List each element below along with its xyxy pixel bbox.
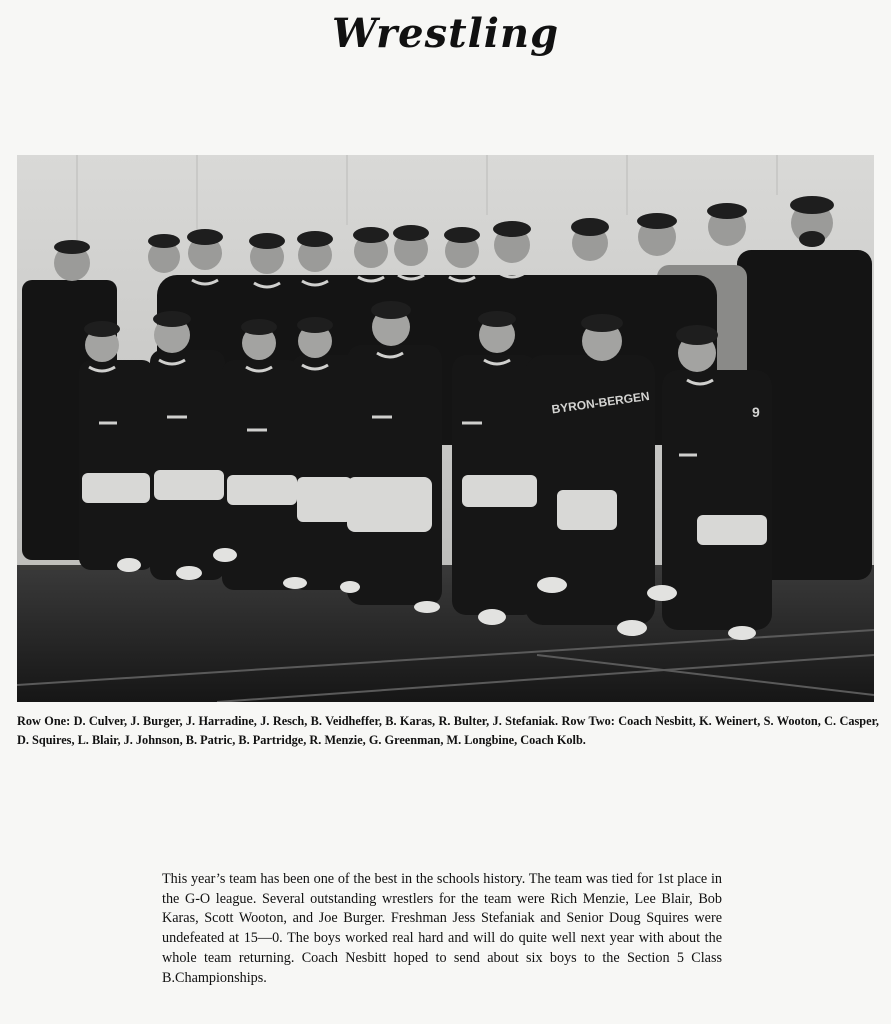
photo-caption: Row One: D. Culver, J. Burger, J. Harradine, J. Resch, B. Veidheffer, B. Karas, R. Bulter, J. Stefaniak. Row Two: Coach Nesbitt, K. Weinert, S. Wooton, C. Casper, D. Squires, L. Blair, J. Johnson, B. Patric, B. Partridge, R. Menzie, G. Greenman, M. Longbine, Coach Kolb.	[17, 714, 879, 747]
team-photo	[17, 155, 874, 702]
page-title: Wrestling	[331, 10, 560, 57]
svg-text:BYRON-BERGEN: BYRON-BERGEN	[550, 388, 651, 417]
article-body: This year’s team has been one of the best in the schools history. The team was tied for 1st place in the G-O league. Several outstanding wrestlers for the team were Rich Menzie, Lee Blair, Bob Karas, Scott Wooton, and Joe Burger. Freshman Jess Stefaniak and Senior Doug Squires were undefeated at 15—0. The boys worked real hard and will do quite well next year with about the whole team returning. Coach Nesbitt hoped to send about six boys to the Section 5 Class B.Championships.	[162, 871, 722, 986]
svg-text:9: 9	[752, 404, 760, 420]
